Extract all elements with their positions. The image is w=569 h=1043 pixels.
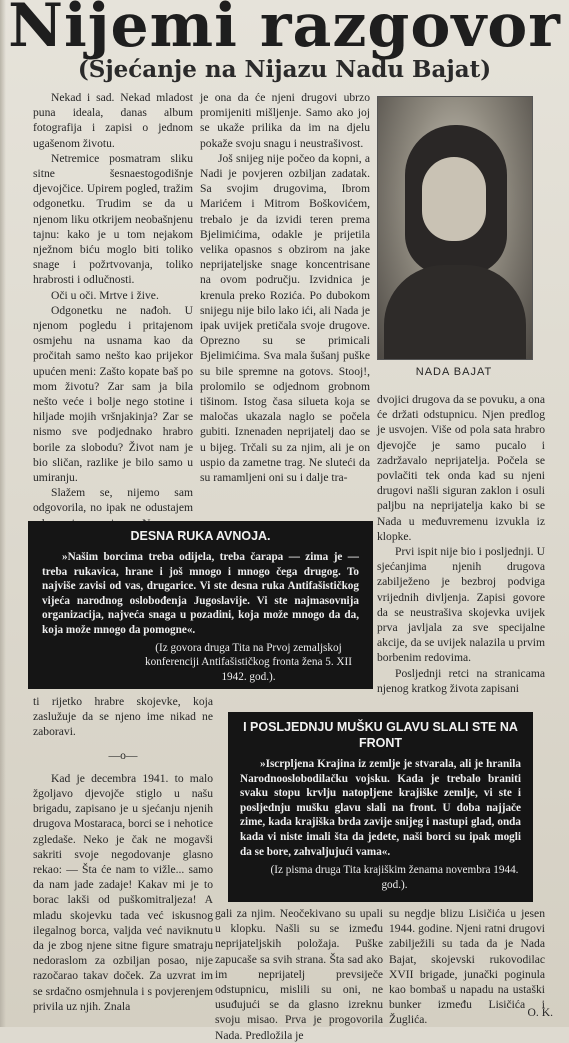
quote-box-posljednju-glavu xyxy=(228,712,533,902)
divider-ornament: —o— xyxy=(108,748,138,762)
page-edge-shadow xyxy=(0,0,6,1027)
box-source: (Iz pisma druga Tita krajiškim ženama novembra 1944. god.). xyxy=(270,864,519,891)
paragraph: gali za njim. Neočekivano su upali u klopku. Našli su se između neprijateljskih položaja. Puške zapucaše sa svih strana. Šta sad ako im neprijatelj prevsiječe odstupnicu, mislili su oni, ne usuđujući se da glasno izreknu svoju misao. Prva je progovorila Nada. Predložila je xyxy=(215,907,383,1042)
paragraph: su negdje blizu Lisičića u jesen 1944. godine. Njeni ratni drugovi zabilježili su tada da je Nada Bajat, skojevski rukovodilac XVII brigade, junački poginula kao bombaš u napadu na ustaški bunker između Lisičića i Žuglića. xyxy=(389,907,545,1027)
column-3-middle xyxy=(377,392,545,696)
paragraph: Odgonetku ne nađoh. U njenom pogledu i pritajenom osmjehu na usnama kao da pročitah samo nešto kao prijekor upućen meni: Zašto kopate baš po mom životu? Zar sam ja bila nešto veće i bolje nego stotine i hiljade mojih vršnjakinja? Zar se nismo sve podjednako hrabro borile za slobodu? Život nam je bio sličan, razlike je bilo samo u umiranju. xyxy=(33,303,193,485)
paragraph: Nekad i sad. Nekad mladost puna ideala, danas album fotografija i zapisi o jednom ugašenom životu. xyxy=(33,91,193,150)
column-1-bottom xyxy=(33,694,213,1014)
quote-box-desna-ruka xyxy=(28,521,373,689)
paragraph: Oči u oči. Mrtve i žive. xyxy=(51,288,159,302)
box-heading: DESNA RUKA AVNOJA. xyxy=(130,529,271,543)
box-quote: »Našim borcima treba odijela, treba čarapa — zima je — treba rukavica, hrane i još mnogo i mnogo čega drugog. To najviše zavisi od vas, drugarice. Vi ste desna ruka Antifašističkog vijeća narodnog oslobođenja Jugoslavije. Vi ste najmasovnija organizacija, najveća snaga u pozadini, koja može mnogo da da, koja može mnogo da pomogne«. xyxy=(42,551,359,636)
box-quote: »Iscrpljena Krajina iz zemlje je stvarala, ali je hranila Narodnooslobodilačku vojsku. Kada je trebalo braniti svaku stopu krvlju natopljene krajiške zemlje, vi ste i posljednju mušku glavu slali na front. U doba najjače zime, kada krajiška brda zavije snijeg i nastupi glad, onda kada vi niste imali šta da jedete, naši borci su ipak mogli da se bore, zahvaljujući vama«. xyxy=(240,758,521,858)
photo-caption: NADA BAJAT xyxy=(415,366,493,378)
article-title: Nijemi razgovor xyxy=(8,0,561,61)
box-source: (Iz govora druga Tita na Prvoj zemaljskoj konferenciji Antifašističkog fronta žena 5. XII 1942. god.). xyxy=(145,641,352,683)
column-2-bottom xyxy=(215,906,383,1043)
paragraph: Još snijeg nije počeo da kopni, a Nadi je povjeren ozbiljan zadatak. Sa svojim drugovima, Ibrom Marićem i Mitrom Boškovićem, trebalo je da izvidi teren prema Bjelimićima, odakle je prijetila velika opasnos s obzirom na jake neprijateljske snage koncentrisane na ovom području. Izvidnica je krenula preko Rozića. Po dubokom snijegu nije bilo lako ići, ali Nada je ipak uvijek pretičala svoje drugove. Oprezno su se primicali Bjelimićima. Sva mala šušanj puške su bile spremne na gotovs. Stooj!, prolomilo se odjednom grobnom tišinom. Istog časa silueta koja se maločas ukazala naglo se počela gubiti. Iznenaden neprijatelj dao se u bijeg. Trčali su za njim, ali je on uspio da zametne trag. Ne sluteći da su ramamljeni oni su i dalje tra- xyxy=(200,151,370,485)
paragraph: Kad je decembra 1941. to malo žgoljavo djevojče stiglo u našu brigadu, zapisano je u sjećanju njenih drugova Mostaraca, borci se i nehotice zgledaše. Neko je čak ne mogavši sakriti svoje negodovanje glasno rekao: — Šta će nam to vižle... samo da nam jade zadaje! Kakav mi je to borac lakši od puškomitraljeza! A mladu skojevku tada već iskusnog ilegalnog borca, valjda već naviknutu da je zbog njene sitne figure smatraju nedoraslom za ozbiljan posao, nije razočarao takav doček. Za uzvrat im se srdačno osmjehnula i s povjerenjem privila uz njih. Znala xyxy=(33,771,213,1013)
paragraph: Netremice posmatram sliku sitne šesnaestogodišnje djevojčice. Upirem pogled, tražim odgonetku. Trudim se da u njenom liku otkrijem neobašnjenu tajnu: kako je u tom nejakom nježnom biću moglo biti toliko snage i požrtvovanja, toliko hrabrosti i odlučnosti. xyxy=(33,151,193,287)
portrait-photo xyxy=(377,96,533,360)
paragraph: ti rijetko hrabre skojevke, koja zaslužuje da se njeno ime nikad ne zaboravi. xyxy=(33,695,213,739)
paragraph: Slažem se, nijemo sam odgovorila, no ipak ne odustajem xyxy=(33,486,193,515)
paragraph: dvojici drugova da se povuku, a ona će držati odstupnicu. Njen predlog je usvojen. Više od pola sata hrabro djevojče je samo pucalo i zadržavalo neprijatelja. Počela se povlačiti tek onda kad su njeni drugovi našli siguran zaklon i osuli paljbu na neprijatelja kako bi se Nada u međuvremenu izvukla iz klopke. xyxy=(377,393,545,543)
column-2-top xyxy=(200,90,370,485)
author-signature: O. K. xyxy=(527,1006,553,1019)
portrait-body xyxy=(384,265,526,360)
paragraph: je ona da će njeni drugovi ubrzo promijeniti mišljenje. Samo ako joj se ukaže prilika da im na djelu pokaže svoju snagu i neustrašivost. xyxy=(200,91,370,150)
article-subtitle: (Sjećanje na Nijazu Nadu Bajat) xyxy=(77,56,492,83)
column-1-top xyxy=(33,90,193,546)
paragraph: Prvi ispit nije bio i posljednji. U sjećanjima njenih drugova zabilježeno je bezbroj podviga vrijednih divljenja. Zapisi govore da se neustrašiva skojevka uvijek prva javljala za sve specijalne akcije, da se uvijek nalazila u prvim borbenim redovima. xyxy=(377,545,545,665)
box-heading: I POSLJEDNJU MUŠKU GLAVU SLALI STE NA FRONT xyxy=(243,720,518,750)
column-3-bottom xyxy=(389,906,545,1028)
portrait-face xyxy=(422,157,486,241)
paragraph: Posljednji retci na stranicama njenog kratkog života zapisani xyxy=(377,666,545,695)
